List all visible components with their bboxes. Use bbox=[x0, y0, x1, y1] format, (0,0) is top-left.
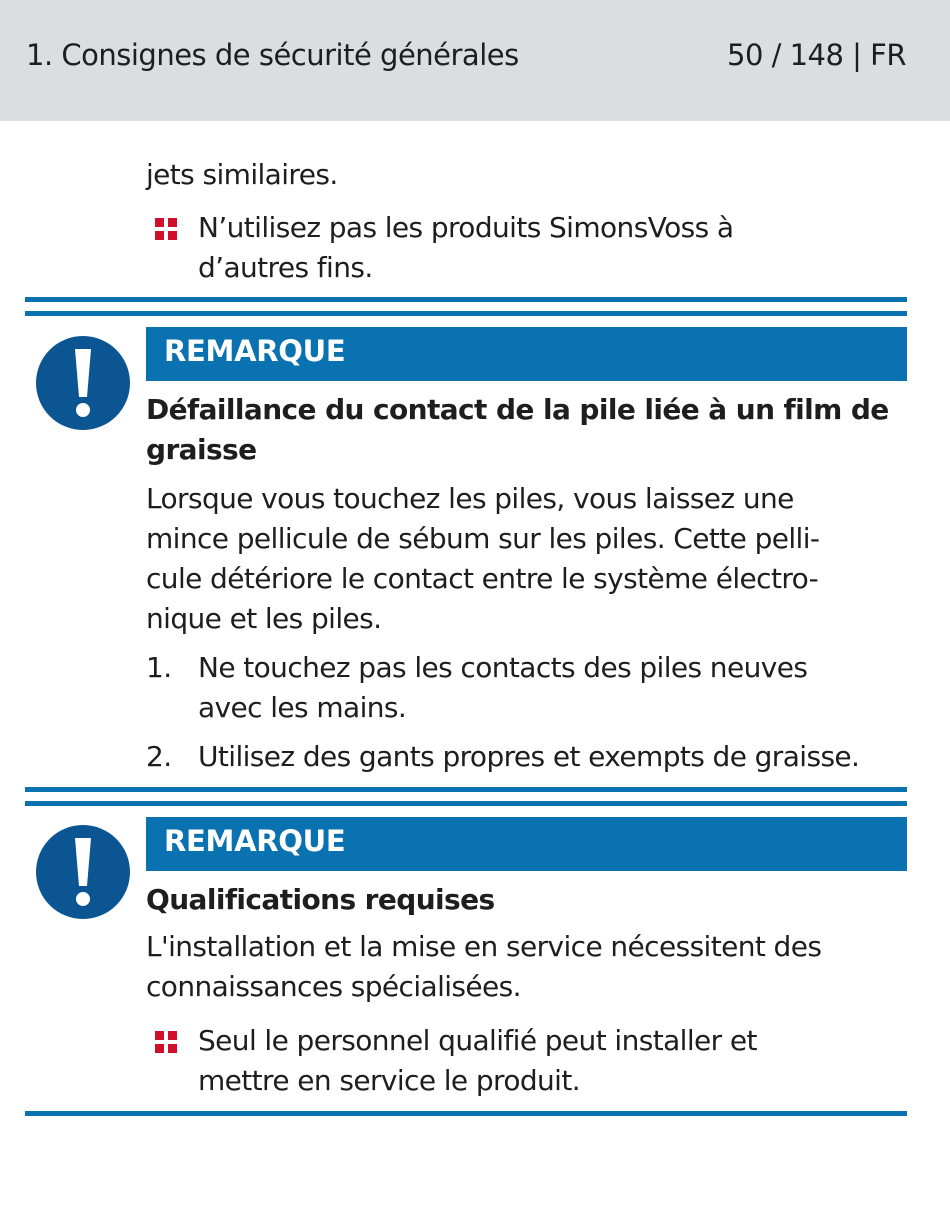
notice-banner bbox=[146, 817, 907, 871]
notice-body-line: mince pellicule de sébum sur les piles. Cette pelli- bbox=[146, 522, 820, 555]
divider-rule bbox=[25, 801, 907, 806]
step-text-line1: Utilisez des gants propres et exempts de graisse. bbox=[198, 740, 860, 773]
notice-body-line: cule détériore le contact entre le système électro- bbox=[146, 562, 819, 595]
bullet-text-line1: N’utilisez pas les produits SimonsVoss à bbox=[198, 211, 734, 244]
page-indicator: 50 / 148 | FR bbox=[727, 38, 906, 72]
divider-rule bbox=[25, 1111, 907, 1116]
red-square-bullet-icon bbox=[155, 1031, 177, 1053]
notice-body-line: connaissances spécialisées. bbox=[146, 970, 521, 1003]
bullet-text-line2: mettre en service le produit. bbox=[198, 1064, 581, 1097]
step-text-line2: avec les mains. bbox=[198, 691, 407, 724]
exclamation-circle-icon bbox=[35, 824, 131, 920]
divider-rule bbox=[25, 311, 907, 316]
bullet-text-line2: d’autres fins. bbox=[198, 251, 373, 284]
continuation-text: jets similaires. bbox=[146, 158, 338, 191]
step-number: 2. bbox=[146, 740, 172, 773]
notice-heading-line2: graisse bbox=[146, 433, 257, 466]
notice-body-line: Lorsque vous touchez les piles, vous laissez une bbox=[146, 482, 794, 515]
notice-body-line: nique et les piles. bbox=[146, 602, 382, 635]
notice-body-line: L'installation et la mise en service nécessitent des bbox=[146, 930, 822, 963]
notice-heading: Qualifications requises bbox=[146, 883, 495, 916]
divider-rule bbox=[25, 297, 907, 302]
section-title: 1. Consignes de sécurité générales bbox=[26, 38, 519, 72]
step-number: 1. bbox=[146, 651, 172, 684]
notice-label: REMARQUE bbox=[164, 334, 346, 368]
notice-label: REMARQUE bbox=[164, 824, 346, 858]
step-text-line1: Ne touchez pas les contacts des piles neuves bbox=[198, 651, 808, 684]
red-square-bullet-icon bbox=[155, 218, 177, 240]
divider-rule bbox=[25, 787, 907, 792]
bullet-text-line1: Seul le personnel qualifié peut installer et bbox=[198, 1024, 757, 1057]
exclamation-circle-icon bbox=[35, 335, 131, 431]
notice-heading-line1: Défaillance du contact de la pile liée à un film de bbox=[146, 393, 889, 426]
notice-banner bbox=[146, 327, 907, 381]
page-header bbox=[0, 0, 950, 121]
